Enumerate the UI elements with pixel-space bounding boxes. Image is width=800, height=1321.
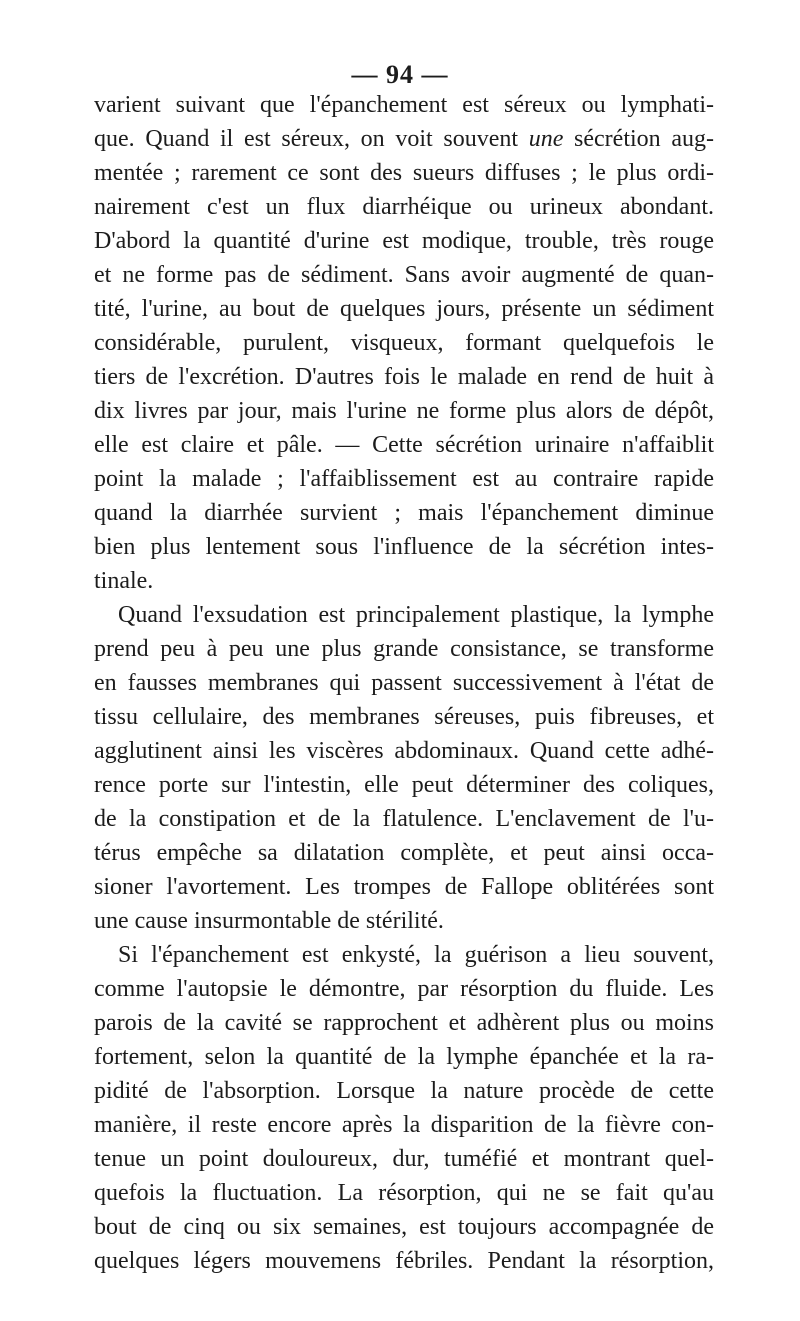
text-line: en fausses membranes qui passent successivement à l'état de	[94, 670, 714, 696]
text-line: tinale.	[94, 568, 154, 594]
text-line: rence porte sur l'intestin, elle peut déterminer des coliques,	[94, 772, 714, 798]
text-line: point la malade ; l'affaiblissement est au contraire rapide	[94, 466, 714, 492]
text-line: quand la diarrhée survient ; mais l'épanchement diminue	[94, 500, 714, 526]
text-line: tissu cellulaire, des membranes séreuses, puis fibreuses, et	[94, 704, 714, 730]
emphasis: une	[528, 126, 564, 152]
paragraph	[94, 938, 714, 1278]
text-line: quefois la fluctuation. La résorption, qui ne se fait qu'au	[94, 1180, 714, 1206]
text-line: de la constipation et de la flatulence. L'enclavement de l'u-	[94, 806, 714, 832]
text-line: et ne forme pas de sédiment. Sans avoir augmenté de quan-	[94, 262, 714, 288]
text-line: quelques légers mouvemens fébriles. Pendant la résorption,	[94, 1248, 714, 1274]
text-line: tiers de l'excrétion. D'autres fois le malade en rend de huit à	[94, 364, 714, 390]
text-line: fortement, selon la quantité de la lymphe épanchée et la ra-	[94, 1044, 714, 1070]
text-line: sioner l'avortement. Les trompes de Fallope oblitérées sont	[94, 874, 714, 900]
paragraph	[94, 598, 714, 938]
text-line: tenue un point douloureux, dur, tuméfié et montrant quel-	[94, 1146, 714, 1172]
text-line: elle est claire et pâle. — Cette sécrétion urinaire n'affaiblit	[94, 432, 714, 458]
text-line: considérable, purulent, visqueux, formant quelquefois le	[94, 330, 714, 356]
text-line: bien plus lentement sous l'influence de la sécrétion intes-	[94, 534, 714, 560]
text-line: agglutinent ainsi les viscères abdominaux. Quand cette adhé-	[94, 738, 714, 764]
text-line: comme l'autopsie le démontre, par résorption du fluide. Les	[94, 976, 714, 1002]
text-line: tité, l'urine, au bout de quelques jours, présente un sédiment	[94, 296, 714, 322]
text-line: dix livres par jour, mais l'urine ne forme plus alors de dépôt,	[94, 398, 714, 424]
text-line: pidité de l'absorption. Lorsque la nature procède de cette	[94, 1078, 714, 1104]
text-line: nairement c'est un flux diarrhéique ou urineux abondant.	[94, 194, 714, 220]
text-line: une cause insurmontable de stérilité.	[94, 908, 444, 934]
text-line: mentée ; rarement ce sont des sueurs diffuses ; le plus ordi-	[94, 160, 714, 186]
text-line: varient suivant que l'épanchement est séreux ou lymphati-	[94, 92, 714, 118]
text-line: Quand l'exsudation est principalement plastique, la lymphe	[118, 602, 714, 628]
text-line: que. Quand il est séreux, on voit souvent une sécrétion aug-	[94, 126, 714, 152]
paragraph	[94, 88, 714, 598]
text-line: Si l'épanchement est enkysté, la guérison a lieu souvent,	[118, 942, 714, 968]
text-line: térus empêche sa dilatation complète, et peut ainsi occa-	[94, 840, 714, 866]
text-line: prend peu à peu une plus grande consistance, se transforme	[94, 636, 714, 662]
text-line: bout de cinq ou six semaines, est toujours accompagnée de	[94, 1214, 714, 1240]
text-line: D'abord la quantité d'urine est modique, trouble, très rouge	[94, 228, 714, 254]
body-text	[94, 88, 714, 1278]
page-number: — 94 —	[351, 60, 449, 89]
text-line: parois de la cavité se rapprochent et adhèrent plus ou moins	[94, 1010, 714, 1036]
text-line: manière, il reste encore après la disparition de la fièvre con-	[94, 1112, 714, 1138]
